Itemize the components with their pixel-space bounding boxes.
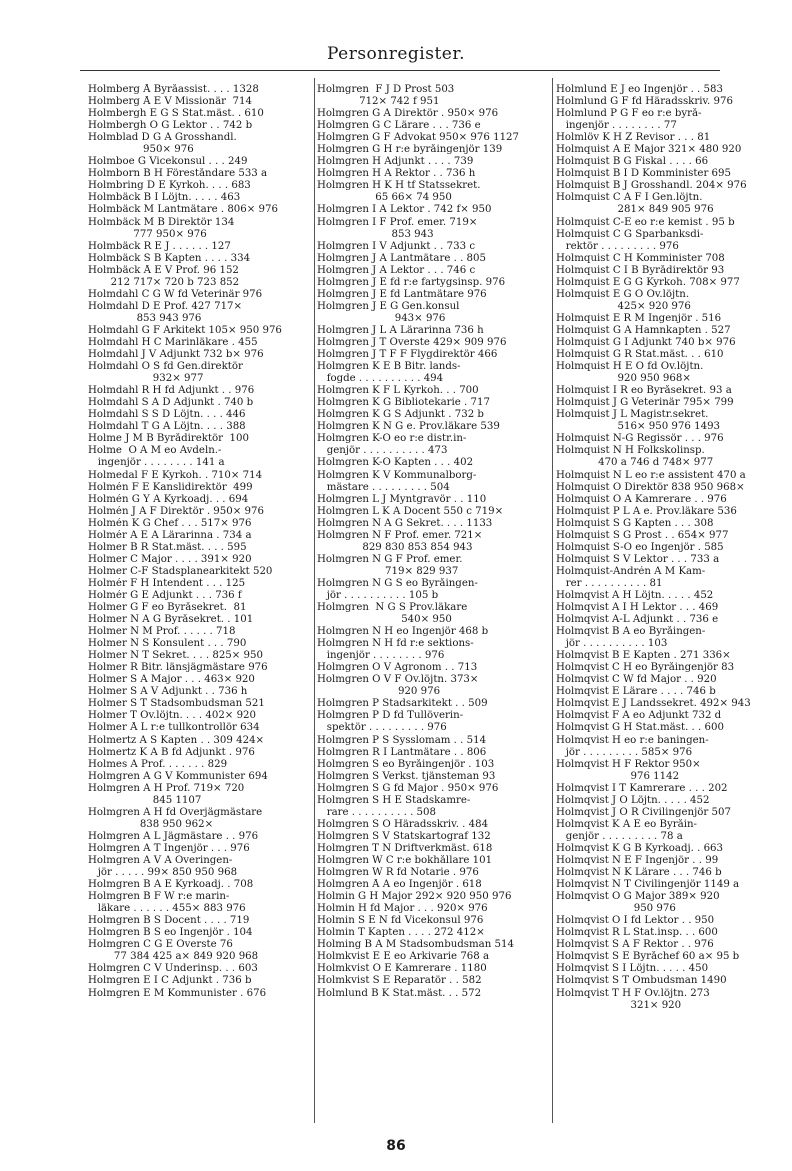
register-entry: Holmér F H Intendent . . . 125 (88, 577, 246, 589)
register-entry: mästare . . . . . . . . . 504 (317, 481, 450, 493)
register-entry: Holming B A M Stadsombudsman 514 (317, 939, 515, 951)
register-entry: Holmgren G A Direktör . 950× 976 (317, 108, 499, 120)
register-entry: Holmqvist J O Löjtn. . . . . 452 (556, 794, 710, 806)
register-entry: Holmquist E G O Öv.löjtn. (556, 288, 690, 300)
register-entry: Holmgren A G V Kommunister 694 (88, 770, 268, 782)
register-entry: fogde . . . . . . . . . . 494 (317, 373, 444, 385)
register-entry: Holmquist B G Fiskal . . . . 66 (556, 156, 709, 168)
register-entry: Holmer N A G Byråsekret. . 101 (88, 614, 254, 626)
register-entry: Holmertz A S Kapten . . 309 424× (88, 734, 265, 746)
register-entry: Holmlund B K Stat.mäst. . . 572 (317, 987, 482, 999)
register-entry: ingenjör . . . . . . . . 141 a (88, 457, 225, 469)
register-column-3 (556, 84, 783, 1012)
register-entry: Holmedal F E Kyrkoh. . 710× 714 (88, 469, 263, 481)
register-entry: Holmqvist H F Rektor 950× (556, 758, 701, 770)
register-entry: Holmgren I V Adjunkt . . 733 c (317, 240, 476, 252)
register-entry: Holmqvist O G Major 389× 920 (556, 891, 720, 903)
register-entry: Holmer S T Stadsombudsman 521 (88, 698, 265, 710)
register-entry: Holmqvist S I Löjtn. . . . . 450 (556, 963, 709, 975)
register-entry: Holmgren S eo Byråingenjör . 103 (317, 758, 495, 770)
register-entry: Holmbäck B I Löjtn. . . . . 463 (88, 192, 241, 204)
register-entry: Holmgren H Adjunkt . . . . 739 (317, 156, 474, 168)
register-entry: Holmgren S H E Stadskamre- (317, 794, 471, 806)
register-entry: Holmgren J E fd Lantmätare 976 (317, 288, 487, 300)
register-entry: Holmgren I F Prof. emer. 719× (317, 216, 478, 228)
register-entry: Holmquist S G Kapten . . . 308 (556, 517, 714, 529)
register-entry: Holmqvist F A eo Adjunkt 732 d (556, 710, 722, 722)
register-entry: jör . . . . . . . . . . 103 (556, 638, 668, 650)
register-entry: ingenjör . . . . . . . . 77 (556, 120, 677, 132)
register-entry: Holmgren J E fd r:e fartygsinsp. 976 (317, 276, 506, 288)
register-entry: Holmgren C G E Överste 76 (88, 939, 233, 951)
register-entry: Holmgren N G F Prof. emer. (317, 553, 463, 565)
register-entry: Holmquist I R eo Byråsekret. 93 a (556, 385, 732, 397)
register-entry: rektör . . . . . . . . . 976 (556, 240, 679, 252)
register-entry: jör . . . . . . . . . . 105 b (317, 589, 439, 601)
register-entry: Holmqvist E Lärare . . . . 746 b (556, 686, 716, 698)
register-entry: Holmdahl H C Marinläkare . 455 (88, 336, 258, 348)
register-column-1 (88, 84, 315, 1000)
column-divider (314, 78, 315, 1123)
register-entry: Holmer N S Konsulent . . . 790 (88, 638, 247, 650)
register-entry: 845 1107 (88, 794, 202, 806)
register-entry: Holmqvist B A eo Byråingen- (556, 626, 706, 638)
register-entry: Holmquist S G Prost . . 654× 977 (556, 529, 729, 541)
register-entry: Holme J M B Byrådirektör 100 (88, 433, 249, 445)
register-entry: Holmgren S G fd Major . 950× 976 (317, 782, 499, 794)
register-entry: Holmén K G Chef . . . 517× 976 (88, 517, 252, 529)
register-entry: Holmgren K N G e. Prov.läkare 539 (317, 421, 500, 433)
register-entry: Holmer C-F Stadsplanearkitekt 520 (88, 565, 273, 577)
register-entry: Holmgren L J Myntgravör . . 110 (317, 493, 487, 505)
register-entry: Holmqvist C W fd Major . . 920 (556, 674, 717, 686)
register-entry: Holmer B R Stat.mäst. . . . 595 (88, 541, 247, 553)
register-entry: Holmqvist S A F Rektor . . 976 (556, 939, 714, 951)
register-entry: Holmér A E A Lärarinna . 734 a (88, 529, 252, 541)
register-entry: Holmer R Bitr. länsjägmästare 976 (88, 662, 268, 674)
register-entry: Holmgren K G S Adjunkt . 732 b (317, 409, 484, 421)
register-entry: Holmgren J L A Lärarinna 736 h (317, 324, 484, 336)
register-entry: Holmquist P L A e. Prov.läkare 536 (556, 505, 737, 517)
register-entry: Holmgren T N Driftverkmäst. 618 (317, 842, 493, 854)
register-entry: Holmgren P Stadsarkitekt . . 509 (317, 698, 488, 710)
register-entry: Holmgren N A G Sekret. . . . 1133 (317, 517, 493, 529)
register-entry: Holmbäck Å E V Prof. 96 152 (88, 264, 239, 276)
register-entry: Holmquist C A F I Gen.löjtn. (556, 192, 703, 204)
register-entry: Holmgren I A Lektor . 742 f× 950 (317, 204, 492, 216)
register-entry: 77 384 425 a× 849 920 968 (88, 951, 259, 963)
register-entry: genjör . . . . . . . . . . 473 (317, 445, 448, 457)
register-entry: Holmin H fd Major . . . 920× 976 (317, 903, 488, 915)
register-entry: Holmqvist K G B Kyrkoadj. . 663 (556, 842, 724, 854)
register-entry: Holmgren G F Advokat 950× 976 1127 (317, 132, 520, 144)
register-entry: 976 1142 (556, 770, 680, 782)
register-entry: Holmgren A H Prof. 719× 720 (88, 782, 245, 794)
register-entry: 425× 920 976 (556, 300, 691, 312)
register-entry: Holmén G Y A Kyrkoadj. . . 694 (88, 493, 249, 505)
register-entry: Holmdahl J V Adjunkt 732 b× 976 (88, 349, 264, 361)
register-entry: 920 950 968× (556, 373, 691, 385)
header-rule (80, 70, 720, 71)
register-entry: Holmgren K E B Bitr. lands- (317, 361, 461, 373)
register-entry: Holme O A M eo Avdeln.- (88, 445, 222, 457)
register-entry: Holmer S A V Adjunkt . . 736 h (88, 686, 248, 698)
register-entry: Holmén J A F Direktör . 950× 976 (88, 505, 264, 517)
register-entry: Holmquist G A Hamnkapten . 527 (556, 324, 731, 336)
register-entry: Holmquist N H Folkskolinsp. (556, 445, 705, 457)
register-entry: Holmgren K G Bibliotekarie . 717 (317, 397, 490, 409)
register-entry: Holmkvist S E Reparatör . . 582 (317, 975, 482, 987)
register-entry: Holmquist J G Veterinär 795× 799 (556, 397, 734, 409)
register-entry: 853 943 (317, 228, 434, 240)
register-entry: Holmgren P D fd Tullöverin- (317, 710, 464, 722)
register-entry: Holmgren A T Ingenjör . . . 976 (88, 842, 250, 854)
register-entry: Holmdahl R H fd Adjunkt . . 976 (88, 385, 255, 397)
register-entry: Holmes A Prof. . . . . . . 829 (88, 758, 228, 770)
register-entry: 829 830 853 854 943 (317, 541, 473, 553)
register-column-2 (317, 84, 544, 1000)
register-entry: Holmquist S-O eo Ingenjör . 585 (556, 541, 724, 553)
register-entry: Holmlund G F fd Häradsskriv. 976 (556, 96, 733, 108)
register-entry: Holmqvist N T Civilingenjör 1149 a (556, 879, 740, 891)
register-entry: Holmquist B I D Komminister 695 (556, 168, 732, 180)
register-entry: Holmboe G Vicekonsul . . . 249 (88, 156, 248, 168)
register-entry: 212 717× 720 b 723 852 (88, 276, 240, 288)
column-divider (552, 78, 553, 1123)
register-entry: 470 a 746 d 748× 977 (556, 457, 714, 469)
register-entry: Holmgren B F W r:e marin- (88, 891, 230, 903)
register-entry: Holmqvist C H eo Byråingenjör 83 (556, 662, 735, 674)
register-entry: jör . . . . . . . . . 585× 976 (556, 746, 693, 758)
register-entry: Holmquist C H Komminister 708 (556, 252, 725, 264)
register-entry: Holmgren H K H tf Statssekret. (317, 180, 481, 192)
register-entry: Holmgren A H fd Överjägmästare (88, 806, 263, 818)
register-entry: Holmén F E Kanslidirektör 499 (88, 481, 253, 493)
register-entry: Holmgren A V A Överingen- (88, 855, 233, 866)
register-entry: Holmer Å L r:e tullkontrollör 634 (88, 722, 260, 734)
register-entry: 516× 950 976 1493 (556, 421, 721, 433)
register-entry: Holmer T Öv.löjtn. . . . 402× 920 (88, 710, 257, 722)
register-entry: jör . . . . . 99× 850 950 968 (88, 867, 238, 879)
register-entry: Holmin T Kapten . . . . 272 412× (317, 927, 485, 939)
register-entry: Holmgren J A Lantmätare . . 805 (317, 252, 487, 264)
register-entry: Holmgren S O Häradsskriv. . 484 (317, 818, 489, 830)
register-entry: Holmqvist T H F Öv.löjtn. 273 (556, 987, 710, 999)
register-entry: Holmqvist N E F Ingenjör . . 99 (556, 855, 719, 866)
register-entry: 838 950 962× (88, 818, 214, 830)
register-entry: rare . . . . . . . . . . 508 (317, 806, 437, 818)
register-entry: Holmgren B S Docent . . . . 719 (88, 915, 250, 927)
register-entry: Holmqvist H eo r:e baningen- (556, 734, 709, 746)
register-entry: Holmgren J E G Gen.konsul (317, 300, 460, 312)
register-entry: Holmkvist E E eo Arkivarie 768 a (317, 951, 490, 963)
register-entry: Holmgren S V Statskartograf 132 (317, 830, 491, 842)
register-entry: Holmdahl S S D Löjtn. . . . 446 (88, 409, 246, 421)
register-entry: Holmlund P G F eo r:e byrå- (556, 108, 702, 120)
register-entry: Holmer G F eo Byråsekret. 81 (88, 602, 247, 614)
register-entry: Holmbäck R E J . . . . . . 127 (88, 240, 231, 252)
register-entry: genjör . . . . . . . . . 78 a (556, 830, 683, 842)
register-entry: 932× 977 (88, 373, 204, 385)
register-entry: Holmgren K-O eo r:e distr.in- (317, 433, 467, 445)
register-entry: Holmgren E M Kommunister . 676 (88, 987, 267, 999)
register-entry: Holmquist E R M Ingenjör . 516 (556, 312, 722, 324)
register-entry: Holmbring D E Kyrkoh. . . . 683 (88, 180, 251, 192)
register-entry: Holmin S E N fd Vicekonsul 976 (317, 915, 484, 927)
register-entry: Holmdahl G F Arkitekt 105× 950 976 (88, 324, 282, 336)
register-entry: Holmgren B S eo Ingenjör . 104 (88, 927, 253, 939)
page-number: 86 (386, 1138, 406, 1154)
register-entry: läkare . . . . . . 455× 883 976 (88, 903, 246, 915)
register-entry: Holmgren N G S eo Byråingen- (317, 577, 478, 589)
register-entry: Holmqvist N K Lärare . . . 746 b (556, 867, 722, 879)
register-entry: Holmgren N G S Prov.läkare (317, 602, 468, 614)
register-entry: Holmqvist G H Stat.mäst. . . 600 (556, 722, 724, 734)
register-entry: Holmdahl O S fd Gen.direktör (88, 361, 243, 373)
register-entry: Holmbäck M B Direktör 134 (88, 216, 235, 228)
register-entry: Holmkvist O E Kamrerare . 1180 (317, 963, 487, 975)
register-entry: Holmgren Å A eo Ingenjör . 618 (317, 879, 482, 891)
register-entry: Holmgren W R fd Notarie . 976 (317, 867, 479, 879)
register-entry: Holmqvist B E Kapten . 271 336× (556, 650, 731, 662)
register-entry: Holmér G E Adjunkt . . . 736 f (88, 589, 242, 601)
register-entry: Holmgren N H eo Ingenjör 468 b (317, 626, 489, 638)
register-entry: Holmqvist S E Byråchef 60 a× 95 b (556, 951, 740, 963)
register-entry: Holmgren B A E Kyrkoadj. . 708 (88, 879, 254, 891)
register-entry: 943× 976 (317, 312, 446, 324)
register-entry: Holmquist O Direktör 838 950 968× (556, 481, 745, 493)
register-entry: ingenjör . . . . . . . . 976 (317, 650, 445, 662)
register-entry: Holmgren P S Sysslomam . . 514 (317, 734, 487, 746)
register-entry: 950× 976 (88, 144, 194, 156)
register-entry: Holmgren G H r:e byråingenjör 139 (317, 144, 503, 156)
register-entry: Holmgren K F L Kyrkoh. . . 700 (317, 385, 479, 397)
register-entry: Holmqvist J O R Civilingenjör 507 (556, 806, 731, 818)
register-entry: Holmgren W C r:e bokhållare 101 (317, 855, 493, 866)
register-entry: 920 976 (317, 686, 441, 698)
register-entry: Holmgren F J D Prost 503 (317, 84, 455, 95)
register-entry: Holmgren K-O Kapten . . . 402 (317, 457, 474, 469)
register-entry: Holmgren R I Lantmätare . . 806 (317, 746, 487, 758)
register-entry: Holmgren O V F Öv.löjtn. 373× (317, 674, 479, 686)
register-entry: Holmbergh E G S Stat.mäst. . 610 (88, 108, 264, 120)
register-entry: Holmlund E J eo Ingenjör . . 583 (556, 84, 723, 95)
register-entry: spektör . . . . . . . . . 976 (317, 722, 447, 734)
register-entry: Holmgren J A Lektor . . . 746 c (317, 264, 476, 276)
register-entry: Holmblad D G A Grosshandl. (88, 132, 237, 144)
register-entry: Holmquist C-E eo r:e kemist . 95 b (556, 216, 735, 228)
register-entry: Holmquist E G G Kyrkoh. 708× 977 (556, 276, 740, 288)
register-entry: Holmdahl S A D Adjunkt . 740 b (88, 397, 254, 409)
register-entry: Holmdahl D E Prof. 427 717× (88, 300, 243, 312)
register-entry: Holmquist B J Grosshandl. 204× 976 (556, 180, 747, 192)
register-entry: Holmqvist K A E eo Byråin- (556, 818, 697, 830)
register-entry: Holmquist H E O fd Öv.löjtn. (556, 361, 704, 373)
register-entry: Holmquist O A Kamrerare . . 976 (556, 493, 727, 505)
register-entry: 540× 950 (317, 614, 452, 626)
register-entry: Holmqvist R L Stat.insp. . . 600 (556, 927, 718, 939)
register-entry: Holmgren J T Överste 429× 909 976 (317, 336, 507, 348)
register-entry: Holmquist-Andrén A M Kam- (556, 565, 706, 577)
register-entry: Holmgren K V Kommunalborg- (317, 469, 477, 481)
register-entry: Holmquist S V Lektor . . . 733 a (556, 553, 720, 565)
register-entry: Holmer N M Prof. . . . . . 718 (88, 626, 236, 638)
register-entry: Holmer C Major . . . . 391× 920 (88, 553, 252, 565)
register-entry: Holmquist N L eo r:e assistent 470 a (556, 469, 746, 481)
register-entry: Holmer S A Major . . . 463× 920 (88, 674, 255, 686)
register-entry: Holmqvist E J Landssekret. 492× 943 (556, 698, 751, 710)
register-entry: Holmgren E I C Adjunkt . 736 b (88, 975, 252, 987)
register-entry: Holmgren N F Prof. emer. 721× (317, 529, 483, 541)
register-entry: 321× 920 (556, 999, 682, 1011)
register-entry: Holmquist C I B Byrådirektör 93 (556, 264, 725, 276)
register-entry: 65 66× 74 950 (317, 192, 452, 204)
register-entry: Holmin G H Major 292× 920 950 976 (317, 891, 512, 903)
register-entry: Holmlöv K H Z Revisor . . . 81 (556, 132, 711, 144)
register-entry: Holmqvist S T Ombudsman 1490 (556, 975, 727, 987)
register-entry: Holmqvist O I fd Lektor . . 950 (556, 915, 715, 927)
register-entry: Holmgren N H fd r:e sektions- (317, 638, 474, 650)
register-entry: 853 943 976 (88, 312, 202, 324)
register-entry: Holmgren C V Underinsp. . . 603 (88, 963, 258, 975)
register-entry: Holmqvist A H Löjtn. . . . . 452 (556, 589, 714, 601)
page-title: Personregister. (326, 44, 466, 64)
register-entry: Holmgren J T F F Flygdirektör 466 (317, 349, 498, 361)
register-entry: rer . . . . . . . . . . 81 (556, 577, 663, 589)
register-entry: Holmquist J L Magistr.sekret. (556, 409, 709, 421)
register-entry: Holmgren A L Jägmästare . . 976 (88, 830, 259, 842)
register-entry: 281× 849 905 976 (556, 204, 714, 216)
register-entry: Holmqvist A-L Adjunkt . . 736 e (556, 614, 719, 626)
register-entry: 777 950× 976 (88, 228, 207, 240)
register-entry: Holmbergh O G Lektor . . 742 b (88, 120, 253, 132)
register-entry: Holmqvist I T Kamrerare . . . 202 (556, 782, 728, 794)
register-entry: Holmdahl T G A Löjtn. . . . 388 (88, 421, 246, 433)
register-entry: 712× 742 f 951 (317, 96, 440, 108)
register-entry: Holmgren L K A Docent 550 c 719× (317, 505, 504, 517)
register-entry: Holmquist N-G Regissör . . . 976 (556, 433, 724, 445)
register-entry: Holmbäck M Lantmätare . 806× 976 (88, 204, 278, 216)
register-entry: Holmquist A E Major 321× 480 920 (556, 144, 742, 156)
register-entry: Holmdahl C G W fd Veterinär 976 (88, 288, 263, 300)
register-entry: 719× 829 937 (317, 565, 459, 577)
register-entry: Holmquist G I Adjunkt 740 b× 976 (556, 336, 736, 348)
register-entry: Holmer N T Sekret. . . . 825× 950 (88, 650, 264, 662)
register-entry: Holmberg Å Byråassist. . . . 1328 (88, 84, 259, 95)
register-entry: Holmgren O V Agronom . . 713 (317, 662, 478, 674)
register-entry: Holmgren G C Lärare . . . 736 e (317, 120, 481, 132)
register-entry: 950 976 (556, 903, 676, 915)
register-entry: Holmbäck S B Kapten . . . . 334 (88, 252, 251, 264)
register-entry: Holmborn B H Föreståndare 533 a (88, 168, 268, 180)
register-entry: Holmertz K A B fd Adjunkt . 976 (88, 746, 255, 758)
register-entry: Holmgren S Verkst. tjänsteman 93 (317, 770, 496, 782)
register-entry: Holmberg Å E V Missionär 714 (88, 96, 252, 108)
register-entry: Holmquist G R Stat.mäst. . . 610 (556, 349, 724, 361)
register-entry: Holmqvist A I H Lektor . . . 469 (556, 602, 719, 614)
register-entry: Holmgren H A Rektor . . 736 h (317, 168, 476, 180)
register-entry: Holmquist C G Sparbanksdi- (556, 228, 704, 240)
